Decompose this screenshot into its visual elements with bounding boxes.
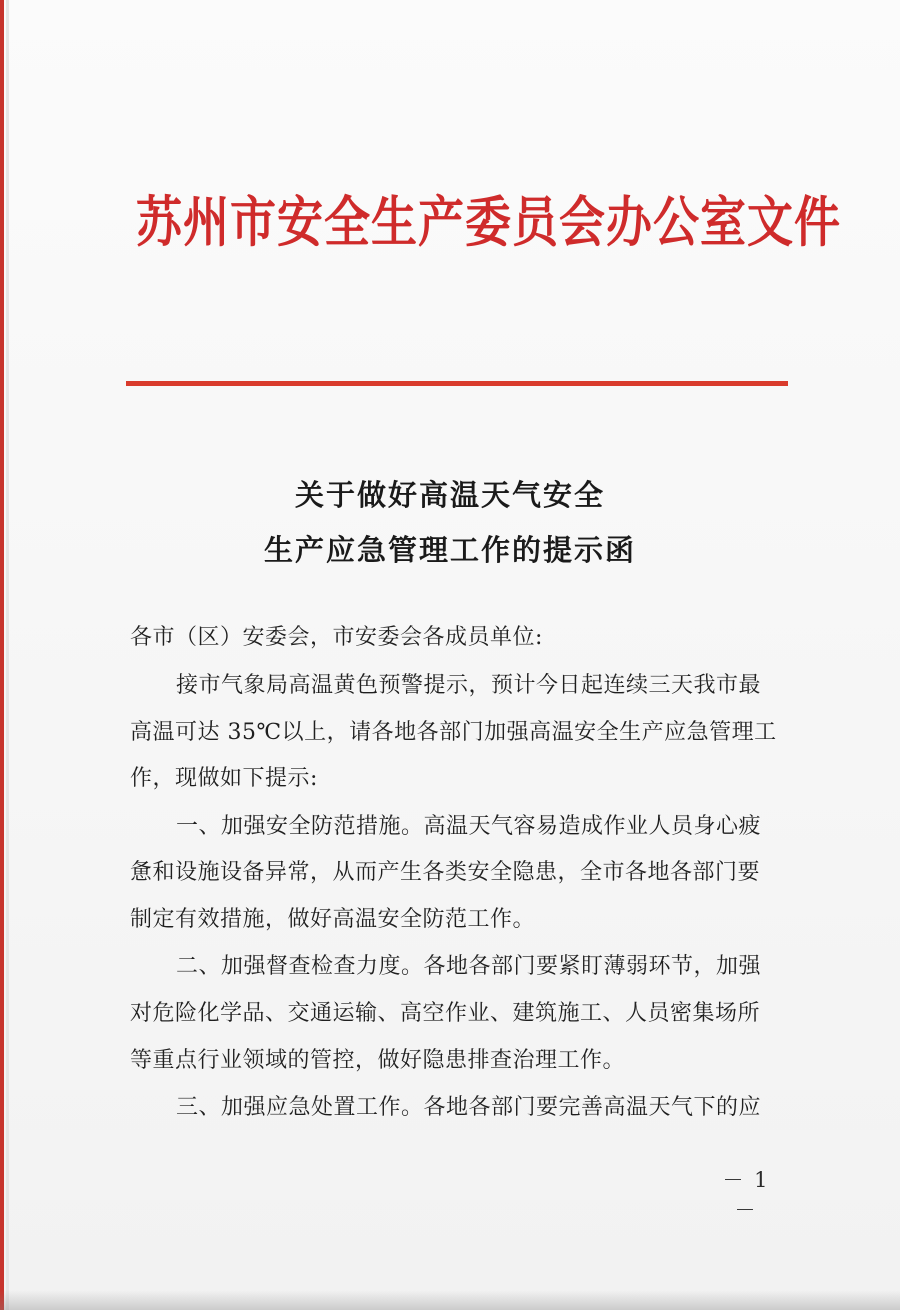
page-bottom-shadow xyxy=(0,1290,900,1310)
paragraph-line: 接市气象局高温黄色预警提示，预计今日起连续三天我市最 xyxy=(176,673,762,698)
document-title-line-2: 生产应急管理工作的提示函 xyxy=(263,533,636,567)
paragraph-line: 二、加强督查检查力度。各地各部门要紧盯薄弱环节，加强 xyxy=(176,954,762,979)
salutation: 各市（区）安委会，市安委会各成员单位: xyxy=(130,625,543,650)
paragraph-line: 对危险化学品、交通运输、高空作业、建筑施工、人员密集场所 xyxy=(130,1001,761,1026)
red-header-rule xyxy=(126,381,788,386)
red-binding-edge xyxy=(0,0,4,1310)
paragraph-line: 高温可达 35℃以上，请各地各部门加强高温安全生产应急管理工 xyxy=(130,720,777,745)
paragraph-line: 等重点行业领域的管控，做好隐患排查治理工作。 xyxy=(130,1048,626,1073)
paragraph-line: 惫和设施设备异常，从而产生各类安全隐患，全市各地各部门要 xyxy=(130,860,761,885)
document-title-line-1: 关于做好高温天气安全 xyxy=(294,478,605,512)
paragraph-line: 三、加强应急处置工作。各地各部门要完善高温天气下的应 xyxy=(176,1095,762,1120)
paragraph-line: 作，现做如下提示: xyxy=(130,766,318,791)
paragraph-line: 制定有效措施，做好高温安全防范工作。 xyxy=(130,907,536,932)
document-header: 苏州市安全生产委员会办公室文件 xyxy=(136,190,841,254)
page-number: － 1 － xyxy=(722,1168,770,1222)
paragraph-line: 一、加强安全防范措施。高温天气容易造成作业人员身心疲 xyxy=(176,814,762,839)
page-edge-shadow xyxy=(6,0,9,1310)
